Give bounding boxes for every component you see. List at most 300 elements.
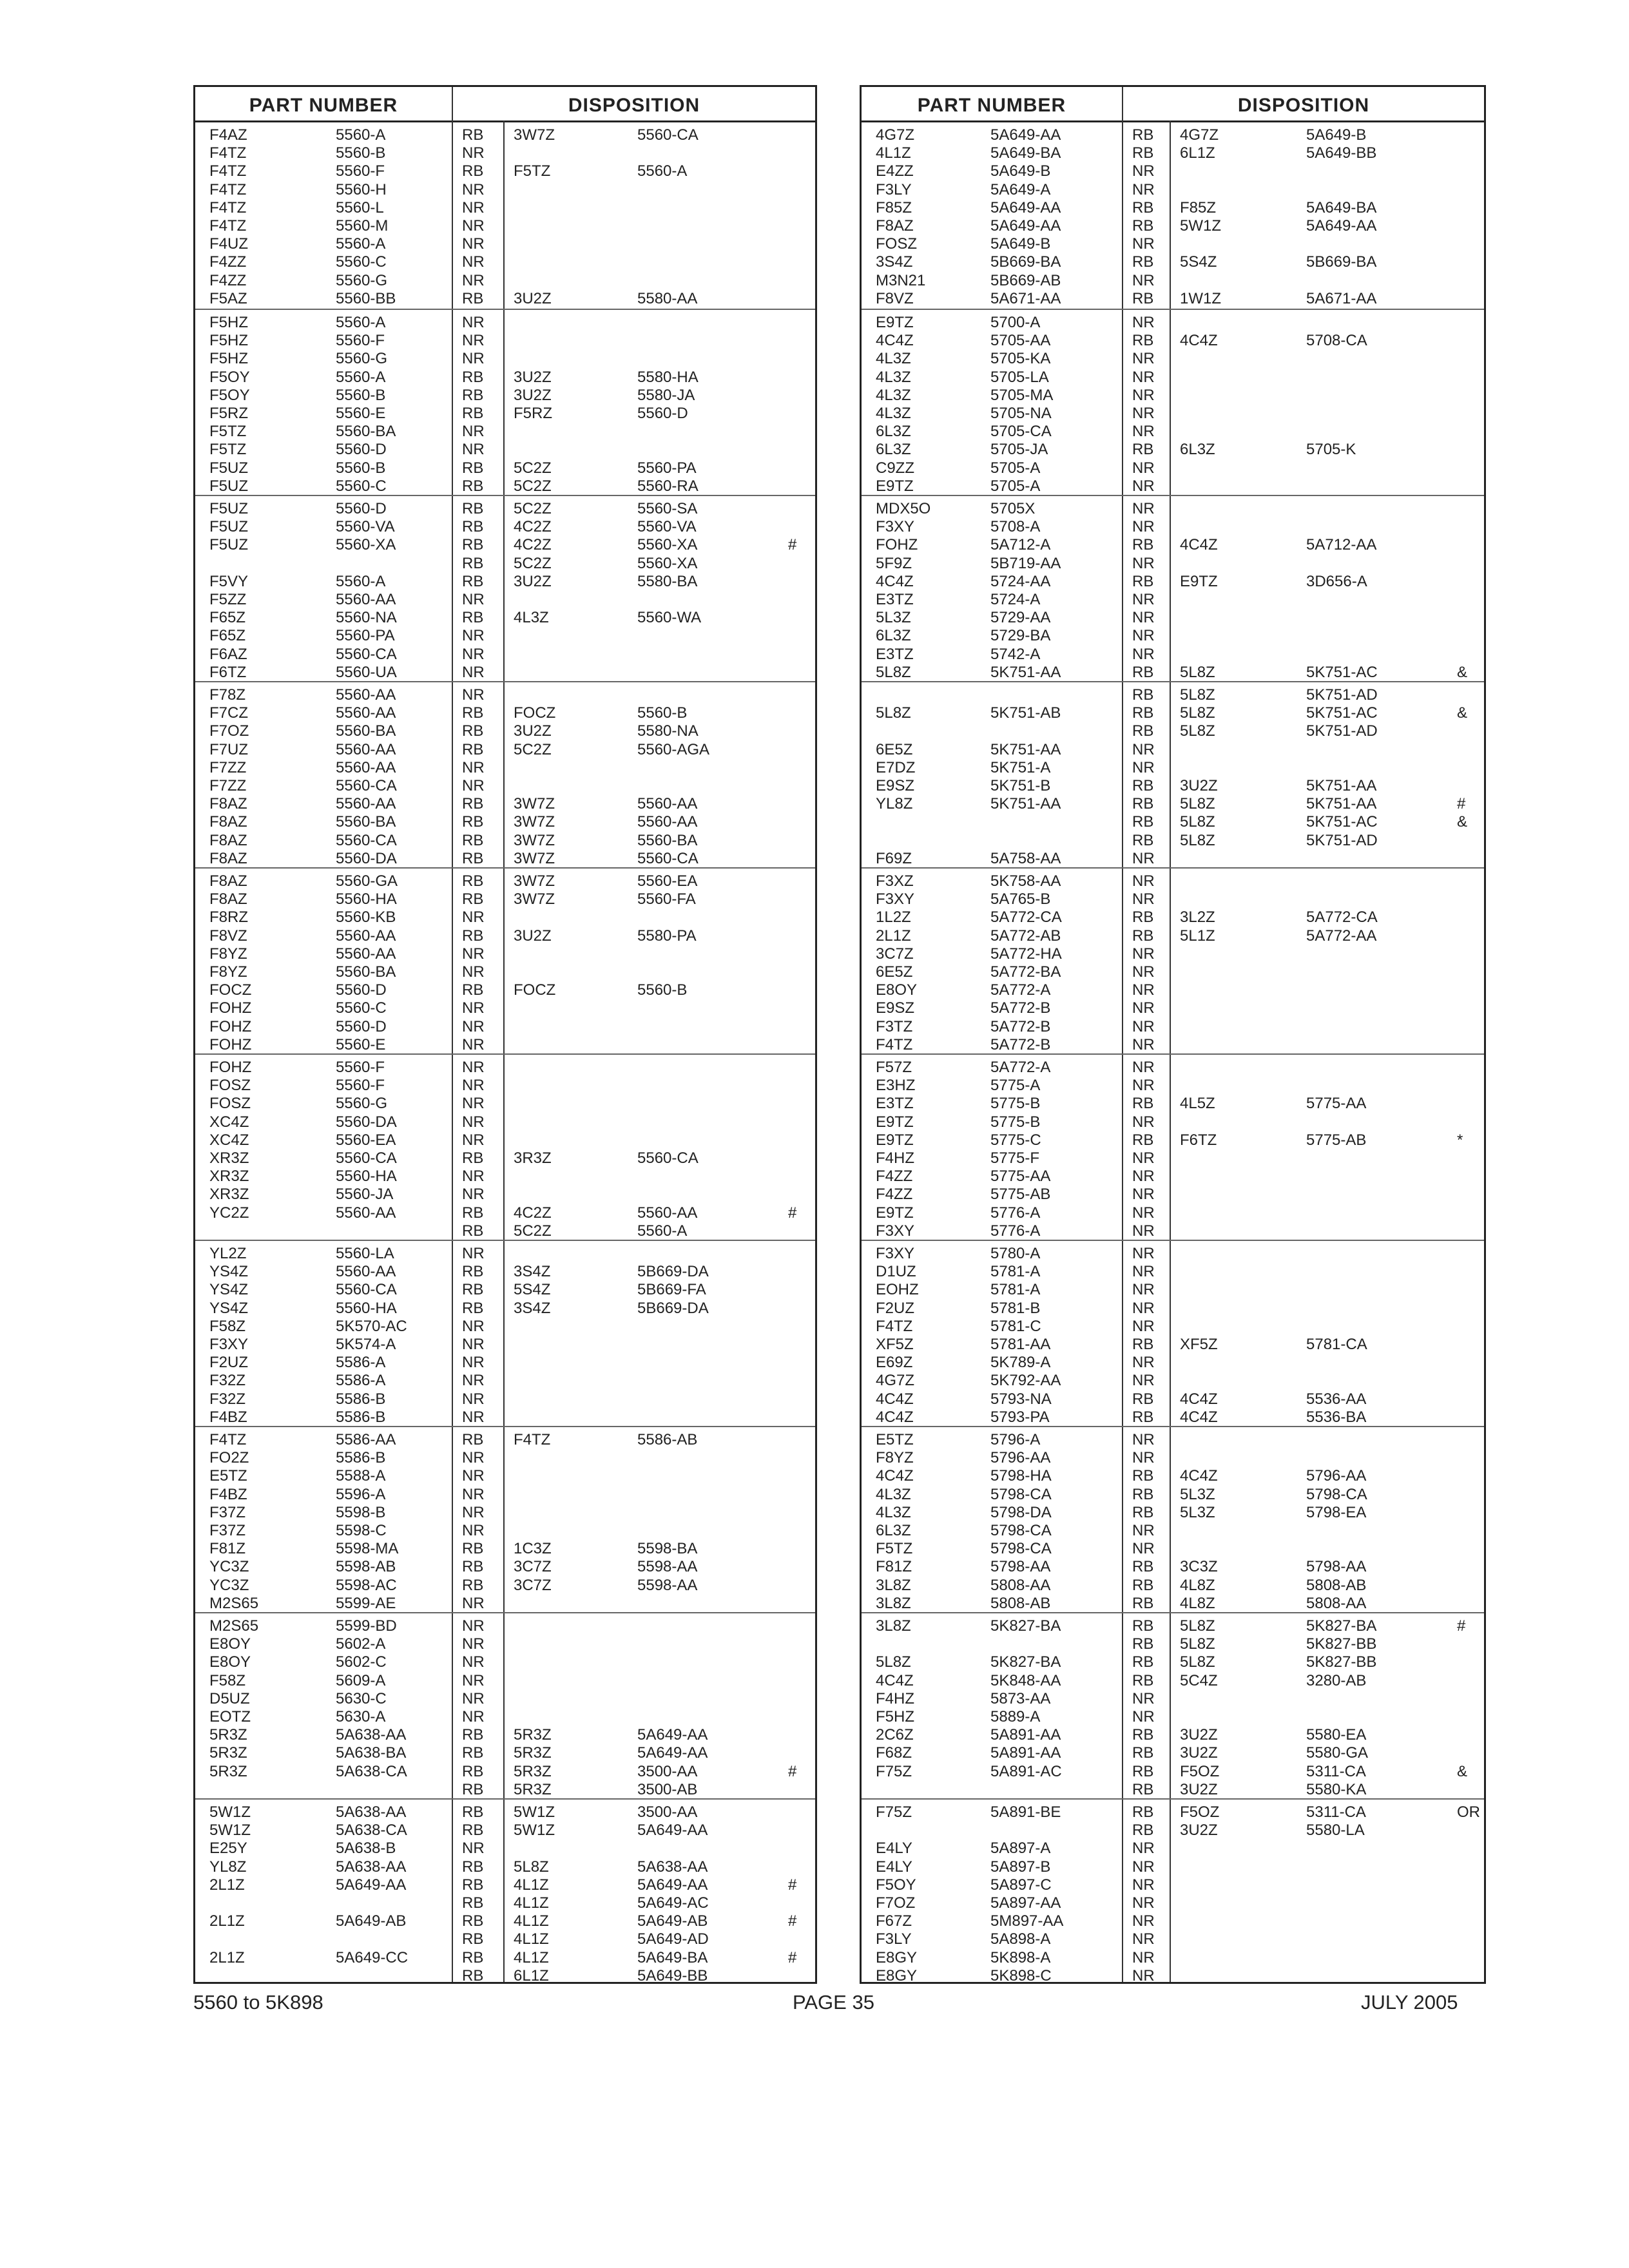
disposition-code: RB	[1132, 1485, 1154, 1503]
table-row	[862, 1168, 1484, 1186]
model-code: F81Z	[876, 1558, 912, 1576]
part-number: 5A897-AA	[990, 1894, 1061, 1912]
note-symbol: &	[1457, 813, 1468, 831]
table-row	[195, 1708, 815, 1726]
replacement-model: 5L8Z	[1180, 704, 1215, 722]
part-number: 5724-AA	[990, 572, 1051, 590]
disposition-code: NR	[462, 1485, 485, 1503]
model-code: F5UZ	[209, 477, 248, 495]
table-row	[862, 1653, 1484, 1671]
part-number: 5798-DA	[990, 1503, 1052, 1521]
replacement-part: 5560-CA	[637, 1149, 699, 1167]
replacement-part: 5K751-AC	[1306, 663, 1378, 681]
disposition-code: RB	[462, 927, 484, 945]
disposition-code: NR	[462, 1186, 485, 1204]
disposition-code: RB	[1132, 795, 1154, 813]
table-row	[862, 1204, 1484, 1222]
replacement-model: 5L8Z	[1180, 1653, 1215, 1671]
replacement-part: 5808-AA	[1306, 1594, 1367, 1612]
table-row	[862, 1708, 1484, 1726]
disposition-code: NR	[462, 663, 485, 681]
part-number: 5A649-A	[990, 180, 1051, 198]
part-number: 5586-B	[336, 1449, 386, 1467]
table-row	[195, 1577, 815, 1595]
disposition-code: RB	[1132, 663, 1154, 681]
note-symbol: #	[788, 1876, 797, 1894]
footer-date: JULY 2005	[1361, 1991, 1458, 2013]
model-code: 5R3Z	[209, 1726, 247, 1744]
part-number: 5K574-A	[336, 1336, 396, 1353]
part-number: 5A891-AA	[990, 1744, 1061, 1762]
part-number: 5560-GA	[336, 872, 398, 890]
disposition-code: NR	[1132, 1149, 1155, 1167]
part-number: 5796-AA	[990, 1449, 1051, 1467]
model-code: E8GY	[876, 1948, 918, 1966]
replacement-part: 5798-AA	[1306, 1558, 1367, 1576]
model-code: F5UZ	[209, 536, 248, 554]
table-row	[195, 441, 815, 459]
part-number: 5598-MA	[336, 1540, 399, 1558]
model-code: E4LY	[876, 1840, 912, 1858]
part-number: 5K751-AA	[990, 795, 1061, 813]
model-code: E9SZ	[876, 777, 915, 794]
part-number: 5775-AA	[990, 1168, 1051, 1186]
part-number: 5630-C	[336, 1689, 387, 1707]
disposition-code: NR	[462, 1131, 485, 1149]
part-number: 5775-A	[990, 1077, 1041, 1095]
disposition-code: NR	[1132, 1186, 1155, 1204]
table-row	[195, 423, 815, 441]
model-code: 4L1Z	[876, 144, 911, 162]
replacement-part: 5798-CA	[1306, 1485, 1367, 1503]
disposition-code: RB	[462, 740, 484, 758]
table-row	[195, 1486, 815, 1504]
model-code: 4L3Z	[876, 405, 911, 422]
table-row	[195, 369, 815, 387]
table-row	[862, 1318, 1484, 1336]
model-code: F75Z	[876, 1762, 912, 1780]
table-row	[862, 686, 1484, 704]
disposition-code: NR	[462, 1467, 485, 1485]
right-table-header	[862, 87, 1484, 122]
table-row	[195, 162, 815, 180]
part-number: 5775-C	[990, 1131, 1041, 1149]
table-block	[862, 1612, 1484, 1800]
model-code: FOHZ	[876, 536, 918, 554]
table-block	[862, 1053, 1484, 1241]
part-number: 5A638-AA	[336, 1803, 407, 1821]
replacement-part: 5560-A	[637, 1222, 688, 1240]
disposition-code: RB	[462, 405, 484, 422]
replacement-model: 5L1Z	[1180, 927, 1215, 945]
part-number: 5586-B	[336, 1408, 386, 1426]
note-symbol: &	[1457, 663, 1468, 681]
disposition-code: NR	[1132, 1263, 1155, 1281]
replacement-model: 4L8Z	[1180, 1594, 1215, 1612]
table-row	[862, 759, 1484, 777]
table-row	[862, 1803, 1484, 1821]
disposition-code: NR	[1132, 1966, 1155, 1984]
table-row	[862, 609, 1484, 627]
disposition-code: RB	[1132, 1762, 1154, 1780]
replacement-part: 5536-BA	[1306, 1408, 1367, 1426]
table-row	[862, 1840, 1484, 1858]
replacement-part: 5580-BA	[637, 572, 698, 590]
model-code: F6TZ	[209, 663, 247, 681]
disposition-code: RB	[462, 1540, 484, 1558]
model-code: 5L8Z	[876, 704, 911, 722]
table-row	[862, 387, 1484, 405]
replacement-model: 5C2Z	[514, 740, 552, 758]
table-row	[195, 945, 815, 963]
replacement-model: 5R3Z	[514, 1762, 552, 1780]
model-code: 6E5Z	[876, 963, 913, 981]
table-row	[195, 1149, 815, 1168]
disposition-code: NR	[462, 758, 485, 776]
model-code: 4L3Z	[876, 1485, 911, 1503]
disposition-code: NR	[1132, 162, 1155, 180]
part-number: 5796-A	[990, 1431, 1041, 1448]
model-code: F4TZ	[209, 217, 247, 235]
part-number: 5596-A	[336, 1485, 386, 1503]
table-block	[195, 495, 815, 682]
part-number: 5598-AC	[336, 1576, 397, 1594]
model-code: E8OY	[209, 1653, 251, 1671]
part-number: 5780-A	[990, 1245, 1041, 1262]
replacement-part: 5A712-AA	[1306, 536, 1377, 554]
part-number: 5560-AA	[336, 740, 396, 758]
replacement-part: 5586-AB	[637, 1431, 698, 1448]
disposition-code: NR	[1132, 386, 1155, 404]
part-number: 5560-JA	[336, 1186, 394, 1204]
replacement-part: 5560-SA	[637, 500, 698, 517]
replacement-model: 5C2Z	[514, 477, 552, 495]
part-number: 5560-E	[336, 1035, 386, 1053]
replacement-model: 1W1Z	[1180, 289, 1222, 307]
table-row	[195, 1912, 815, 1930]
part-number: 5K848-AA	[990, 1671, 1061, 1689]
model-code: F5OY	[209, 368, 250, 386]
replacement-part: 5598-AA	[637, 1558, 698, 1576]
part-number: 5560-UA	[336, 663, 397, 681]
part-number: 5560-A	[336, 235, 386, 253]
replacement-model: 5C2Z	[514, 500, 552, 517]
table-row	[195, 387, 815, 405]
disposition-code: NR	[462, 1617, 485, 1635]
part-number: 5560-F	[336, 1059, 385, 1076]
table-row	[862, 1113, 1484, 1131]
note-symbol: &	[1457, 704, 1468, 722]
disposition-code: NR	[1132, 1035, 1155, 1053]
model-code: 4C4Z	[876, 1408, 914, 1426]
replacement-model: 4L3Z	[514, 609, 549, 627]
table-row	[862, 1949, 1484, 1967]
model-code: F81Z	[209, 1540, 246, 1558]
replacement-model: 3U2Z	[1180, 1821, 1218, 1840]
part-number: 5705-A	[990, 459, 1041, 477]
part-number: 5560-CA	[336, 645, 397, 663]
disposition-code: RB	[462, 795, 484, 813]
part-number: 5705-MA	[990, 386, 1054, 404]
table-row	[862, 144, 1484, 162]
replacement-part: 5K751-AD	[1306, 686, 1378, 704]
replacement-part: 5K751-AC	[1306, 813, 1378, 831]
part-number: 5A891-AC	[990, 1762, 1062, 1780]
disposition-code: RB	[1132, 1821, 1154, 1840]
part-number: 5781-B	[990, 1299, 1041, 1317]
replacement-model: 4L8Z	[1180, 1576, 1215, 1594]
model-code: E3TZ	[876, 645, 914, 663]
replacement-model: 3L2Z	[1180, 908, 1215, 927]
model-code: F5OY	[209, 386, 250, 404]
part-number: 5798-HA	[990, 1467, 1052, 1485]
disposition-code: RB	[1132, 1780, 1154, 1798]
table-row	[195, 795, 815, 813]
table-row	[195, 1263, 815, 1281]
model-code: E9TZ	[876, 1131, 914, 1149]
part-number: 5A772-B	[990, 1017, 1051, 1035]
disposition-code: NR	[1132, 1168, 1155, 1186]
table-row	[862, 1522, 1484, 1540]
model-code: 4L3Z	[876, 1503, 911, 1521]
disposition-code: NR	[462, 1317, 485, 1335]
disposition-code: RB	[462, 1762, 484, 1780]
part-number: 5560-E	[336, 405, 386, 422]
disposition-code: NR	[1132, 405, 1155, 422]
table-row	[195, 1245, 815, 1263]
table-row	[862, 1467, 1484, 1485]
disposition-code: RB	[462, 1966, 484, 1984]
part-number: 5A897-B	[990, 1858, 1051, 1876]
replacement-model: 3C3Z	[1180, 1558, 1218, 1576]
disposition-code: NR	[1132, 1245, 1155, 1262]
part-number: 5705-KA	[990, 350, 1051, 368]
replacement-part: 5K827-BB	[1306, 1635, 1377, 1653]
left-table-header	[195, 87, 815, 122]
model-code: E3HZ	[876, 1077, 916, 1095]
model-code: F7UZ	[209, 740, 248, 758]
part-number: 5560-AA	[336, 704, 396, 722]
replacement-model: 4L1Z	[514, 1912, 549, 1930]
replacement-part: 5560-FA	[637, 890, 696, 908]
disposition-code: RB	[462, 849, 484, 867]
part-number: 5560-B	[336, 386, 386, 404]
table-row	[862, 1263, 1484, 1281]
part-number: 5873-AA	[990, 1689, 1051, 1707]
part-number: 5B669-AB	[990, 271, 1061, 289]
disposition-code: NR	[1132, 554, 1155, 572]
replacement-part: 5560-D	[637, 405, 688, 422]
table-row	[195, 573, 815, 591]
replacement-part: 5K751-AC	[1306, 704, 1378, 722]
table-row	[195, 126, 815, 144]
part-number: 5A897-C	[990, 1876, 1052, 1894]
disposition-code: RB	[1132, 1390, 1154, 1408]
disposition-code: NR	[1132, 1876, 1155, 1894]
disposition-code: RB	[1132, 572, 1154, 590]
table-row	[195, 1672, 815, 1690]
table-block	[862, 1240, 1484, 1427]
disposition-code: RB	[462, 1948, 484, 1966]
replacement-part: 5580-NA	[637, 722, 699, 740]
replacement-model: 4L5Z	[1180, 1095, 1215, 1113]
disposition-code: NR	[462, 645, 485, 663]
model-code: E4LY	[876, 1858, 912, 1876]
model-code: F65Z	[209, 627, 246, 645]
part-number: 5609-A	[336, 1671, 386, 1689]
disposition-code: NR	[1132, 314, 1155, 331]
replacement-model: 3U2Z	[1180, 1780, 1218, 1798]
part-number: 5A758-AA	[990, 849, 1061, 867]
table-row	[195, 1763, 815, 1781]
disposition-code: NR	[1132, 999, 1155, 1017]
model-code: F3LY	[876, 180, 912, 198]
model-code: 3S4Z	[876, 253, 913, 271]
part-number: 5889-A	[990, 1708, 1041, 1725]
table-row	[862, 272, 1484, 290]
disposition-code: RB	[1132, 1744, 1154, 1762]
part-number: 5705-A	[990, 477, 1041, 495]
model-code: E7DZ	[876, 758, 916, 776]
model-code: 6E5Z	[876, 740, 913, 758]
model-code: YL2Z	[209, 1245, 247, 1262]
part-number: 5560-CA	[336, 777, 397, 794]
disposition-code: RB	[462, 1299, 484, 1317]
model-code: F85Z	[876, 198, 912, 216]
replacement-model: 3W7Z	[514, 872, 555, 890]
replacement-part: 5B669-DA	[637, 1263, 709, 1281]
model-code: F7ZZ	[209, 777, 247, 794]
table-row	[195, 1522, 815, 1540]
table-row	[195, 1726, 815, 1744]
table-row	[862, 1912, 1484, 1930]
part-number: 5798-CA	[990, 1522, 1052, 1539]
table-row	[862, 1095, 1484, 1113]
replacement-model: 3R3Z	[514, 1149, 552, 1167]
table-row	[195, 999, 815, 1017]
disposition-code: NR	[462, 777, 485, 794]
table-row	[195, 1930, 815, 1948]
note-symbol: #	[788, 1948, 797, 1966]
footer-page-number: PAGE 35	[793, 1991, 874, 2013]
model-code: 5L8Z	[876, 663, 911, 681]
disposition-code: RB	[1132, 1131, 1154, 1149]
table-row	[195, 777, 815, 795]
model-code: F7OZ	[876, 1894, 916, 1912]
table-row	[862, 1245, 1484, 1263]
table-row	[195, 1168, 815, 1186]
part-number: 5K751-AB	[990, 704, 1061, 722]
replacement-part: 5560-EA	[637, 872, 698, 890]
table-row	[862, 963, 1484, 981]
model-code: FOSZ	[876, 235, 917, 253]
disposition-code: NR	[1132, 235, 1155, 253]
table-row	[862, 1408, 1484, 1427]
disposition-code: RB	[462, 289, 484, 307]
disposition-code: RB	[1132, 441, 1154, 459]
model-code: F5TZ	[209, 441, 247, 459]
replacement-part: 3280-AB	[1306, 1671, 1367, 1689]
part-number: 5A638-BA	[336, 1744, 407, 1762]
replacement-part: 5B669-DA	[637, 1299, 709, 1317]
part-number: 5708-A	[990, 518, 1041, 536]
model-code: F4TZ	[876, 1035, 913, 1053]
table-block	[195, 1426, 815, 1613]
table-row	[862, 850, 1484, 868]
table-row	[195, 1390, 815, 1408]
model-code: E9SZ	[876, 999, 915, 1017]
model-code: F5TZ	[876, 1540, 913, 1558]
model-code: 4L3Z	[876, 368, 911, 386]
disposition-code: NR	[1132, 591, 1155, 608]
model-code: FOSZ	[209, 1095, 251, 1113]
table-row	[195, 664, 815, 682]
part-number: 5705-LA	[990, 368, 1049, 386]
part-number: 5586-AA	[336, 1431, 396, 1448]
part-number: 5560-G	[336, 350, 388, 368]
disposition-code: NR	[1132, 645, 1155, 663]
replacement-part: 5580-LA	[1306, 1821, 1365, 1840]
table-block	[195, 1798, 815, 1986]
table-row	[862, 1540, 1484, 1558]
part-number: 5560-NA	[336, 609, 397, 627]
replacement-model: 3U2Z	[1180, 777, 1218, 794]
model-code: F3XZ	[876, 872, 914, 890]
disposition-code: RB	[462, 1281, 484, 1299]
model-code: F3TZ	[876, 1017, 913, 1035]
model-code: F4TZ	[209, 198, 247, 216]
table-block	[862, 495, 1484, 682]
replacement-part: 5536-AA	[1306, 1390, 1367, 1408]
replacement-model: 6L1Z	[1180, 144, 1215, 162]
model-code: YS4Z	[209, 1263, 249, 1281]
disposition-code: NR	[1132, 1708, 1155, 1725]
table-row	[195, 1318, 815, 1336]
model-code: E8OY	[209, 1635, 251, 1653]
part-number: 5A671-AA	[990, 289, 1061, 307]
replacement-part: 5A772-AA	[1306, 927, 1377, 945]
replacement-part: 5560-AA	[637, 813, 698, 831]
model-code: F7ZZ	[209, 758, 247, 776]
disposition-code: RB	[1132, 831, 1154, 849]
replacement-part: 5798-EA	[1306, 1503, 1367, 1521]
part-number: 5560-C	[336, 477, 387, 495]
model-code: YS4Z	[209, 1281, 249, 1299]
part-number: 5A898-A	[990, 1930, 1051, 1948]
table-row	[862, 181, 1484, 199]
part-number: 5K570-AC	[336, 1317, 407, 1335]
replacement-part: 5598-BA	[637, 1540, 698, 1558]
replacement-part: 3500-AA	[637, 1762, 698, 1780]
replacement-part: 5705-K	[1306, 441, 1356, 459]
disposition-code: NR	[1132, 1522, 1155, 1539]
replacement-part: 5560-AGA	[637, 740, 710, 758]
disposition-code: NR	[462, 1168, 485, 1186]
table-row	[862, 1018, 1484, 1036]
part-number: 5560-CA	[336, 1149, 397, 1167]
model-code: E3TZ	[876, 591, 914, 608]
table-row	[862, 1131, 1484, 1149]
table-row	[195, 1300, 815, 1318]
replacement-model: E9TZ	[1180, 572, 1218, 590]
replacement-model: F5RZ	[514, 405, 552, 422]
table-row	[862, 1595, 1484, 1613]
table-row	[862, 890, 1484, 908]
disposition-code: NR	[1132, 1222, 1155, 1240]
disposition-code: RB	[1132, 144, 1154, 162]
model-code: M3N21	[876, 271, 926, 289]
part-number: 5598-AB	[336, 1558, 396, 1576]
